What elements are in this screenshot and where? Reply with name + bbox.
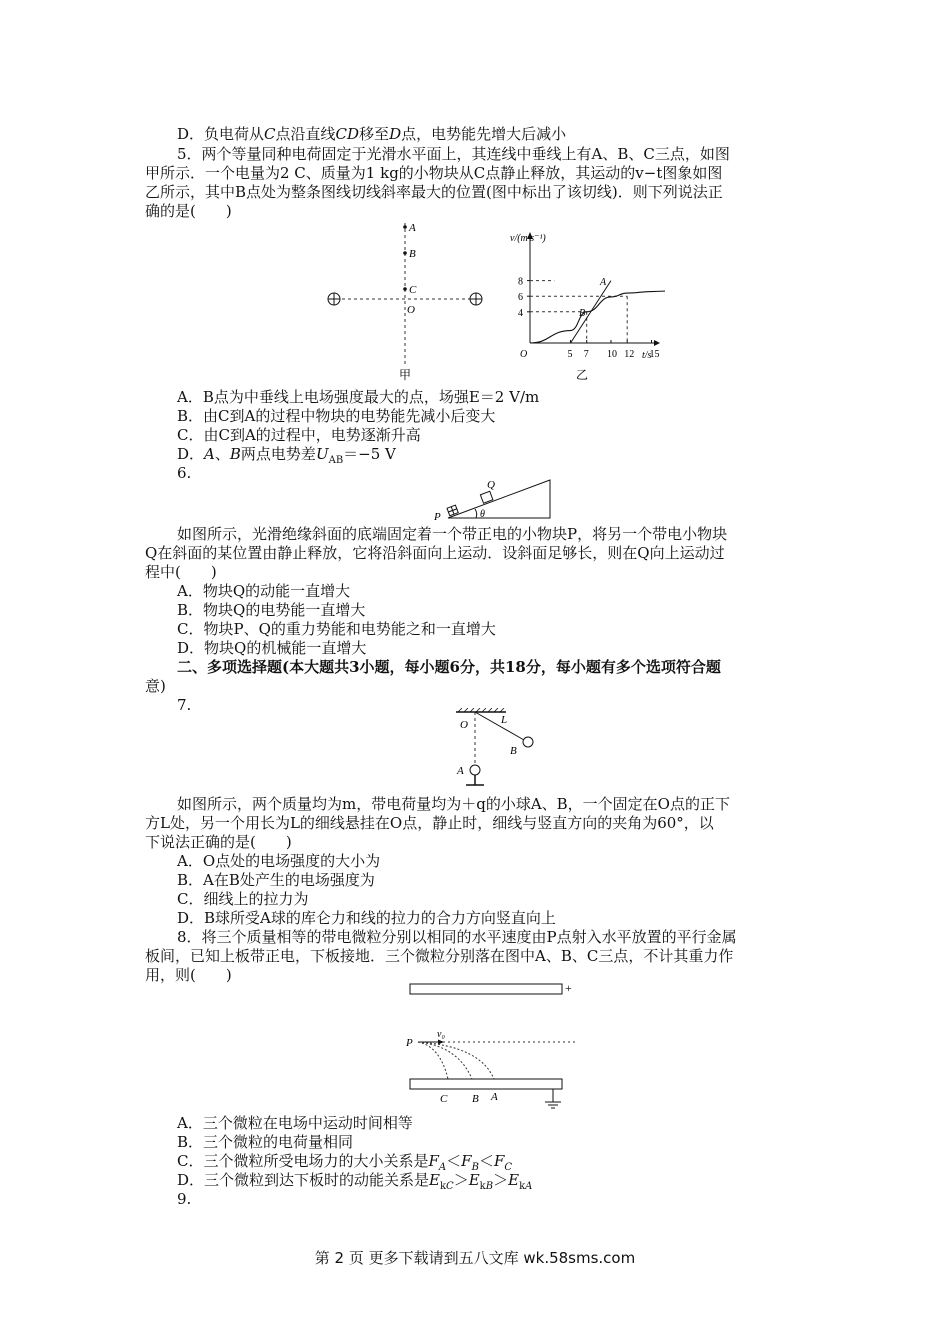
q9-number: 9. (177, 1190, 192, 1208)
text-line: 如图所示，两个质量均为m，带电荷量均为＋q的小球A、B，一个固定在O点的正下 (177, 795, 730, 813)
q5-option-b: B．由C到A的过程中物块的电势能先减小后变大 (177, 407, 496, 425)
tangent-line (571, 281, 612, 343)
text-line: 程中( ) (145, 563, 217, 581)
label-C: C (440, 1093, 448, 1105)
q8-option-b: B．三个微粒的电荷量相同 (177, 1133, 354, 1151)
y-tick-label: 6 (518, 292, 523, 304)
label-C: C (409, 284, 417, 296)
text-line: Q在斜面的某位置由静止释放，它将沿斜面向上运动．设斜面足够长，则在Q向上运动过 (145, 544, 725, 562)
q5-option-a: A．B点为中垂线上电场强度最大的点，场强E＝2 V/m (177, 388, 540, 406)
text-line: 5．两个等量同种电荷固定于光滑水平面上，其连线中垂线上有A、B、C三点，如图 (177, 145, 730, 163)
origin-label: O (520, 349, 528, 360)
section-heading: 二、多项选择题(本大题共3小题，每小题6分，共18分，每小题有多个选项符合题 (177, 658, 721, 676)
figure-5 (320, 215, 665, 390)
label-P: P (406, 1037, 413, 1049)
label-v0: v₀ (437, 1029, 445, 1040)
q6-option-c: C．物块P、Q的重力势能和电势能之和一直增大 (177, 620, 496, 638)
curve-label-A: A (600, 277, 607, 288)
q4-option-d: D．负电荷从C点沿直线CD移至D点，电势能先增大后减小 (177, 125, 567, 143)
figure-5-left-diagram (328, 222, 482, 382)
q5-option-d: D．A、B两点电势差$U_{AB}=-5$ V (177, 445, 396, 466)
label-B: B (510, 745, 517, 757)
caption-jia: 甲 (399, 368, 412, 382)
text-line: 确的是( ) (145, 202, 232, 220)
q8-option-c: C．三个微粒所受电场力的大小关系是$F_A<F_B<F_C$ (177, 1152, 513, 1173)
text-line: 8．将三个质量相等的带电微粒分别以相同的水平速度由P点射入水平放置的平行金属 (177, 928, 737, 946)
q7-option-b: B．A在B处产生的电场强度为 (177, 871, 375, 889)
label-A: A (409, 222, 416, 234)
q8-option-d: D．三个微粒到达下板时的动能关系是$E_{kC}>E_{kB}>E_{kA}$ (177, 1171, 533, 1192)
text-line: 甲所示．一个电量为2 C、质量为1 kg的小物块从C点静止释放，其运动的v−t图象如图 (145, 164, 723, 182)
label-O: O (407, 304, 415, 316)
label-Q: Q (487, 479, 495, 491)
x-tick-label: 5 (567, 349, 573, 360)
label-L: L (501, 714, 508, 726)
q5-option-c: C．由C到A的过程中，电势逐渐升高 (177, 426, 421, 444)
caption-yi: 乙 (576, 368, 589, 382)
figure-6 (420, 476, 560, 524)
label-B: B (472, 1093, 479, 1105)
q6-option-a: A．物块Q的动能一直增大 (177, 582, 351, 600)
label-A: A (457, 765, 464, 777)
curve-label-B: B (579, 308, 586, 319)
q7-option-c: C．细线上的拉力为 (177, 890, 309, 908)
y-tick-label: 8 (518, 276, 523, 288)
figure-8 (400, 978, 585, 1113)
q7-option-a: A．O点处的电场强度的大小为 (177, 852, 381, 870)
x-tick-label: 12 (624, 349, 635, 360)
label-A: A (491, 1091, 498, 1103)
q7-option-d: D．B球所受A球的库仑力和线的拉力的合力方向竖直向上 (177, 909, 556, 927)
q6-number: 6. (177, 464, 192, 482)
q6-option-d: D．物块Q的机械能一直增大 (177, 639, 367, 657)
figure-5-vt-graph (510, 232, 665, 382)
text-line: 乙所示，其中B点处为整条图线切线斜率最大的位置(图中标出了该切线)．则下列说法正 (145, 183, 723, 201)
label-P: P (434, 511, 441, 523)
page-footer: 第 2 页 更多下载请到五八文库 wk.58sms.com (314, 1249, 636, 1267)
x-tick-label: 10 (607, 349, 617, 360)
text-line: 如图所示，光滑绝缘斜面的底端固定着一个带正电的小物块P，将另一个带电小物块 (177, 525, 728, 543)
x-tick-label: 15 (649, 349, 660, 360)
label-O: O (460, 719, 468, 731)
q6-option-b: B．物块Q的电势能一直增大 (177, 601, 366, 619)
q8-option-a: A．三个微粒在电场中运动时间相等 (177, 1114, 413, 1132)
y-tick-label: 4 (518, 307, 523, 319)
y-axis-label: v/(m·s⁻¹) (510, 233, 546, 244)
text-line: 下说法正确的是( ) (145, 833, 292, 851)
label-theta: θ (480, 509, 485, 520)
x-axis-label: t/s (642, 350, 652, 361)
text-line: 板间，已知上板带正电，下板接地．三个微粒分别落在图中A、B、C三点，不计其重力作 (145, 947, 734, 965)
q7-number: 7. (177, 696, 192, 714)
figure-7 (452, 708, 542, 796)
text-line: 方L处，另一个用长为L的细线悬挂在O点，静止时，细线与竖直方向的夹角为60°，以 (145, 814, 714, 832)
text-line: 用，则( ) (145, 966, 232, 984)
text-line: 意) (145, 677, 166, 695)
x-tick-label: 7 (583, 349, 589, 360)
vt-curve (530, 291, 665, 343)
label-B: B (409, 248, 416, 260)
plus-sign: + (565, 981, 572, 995)
